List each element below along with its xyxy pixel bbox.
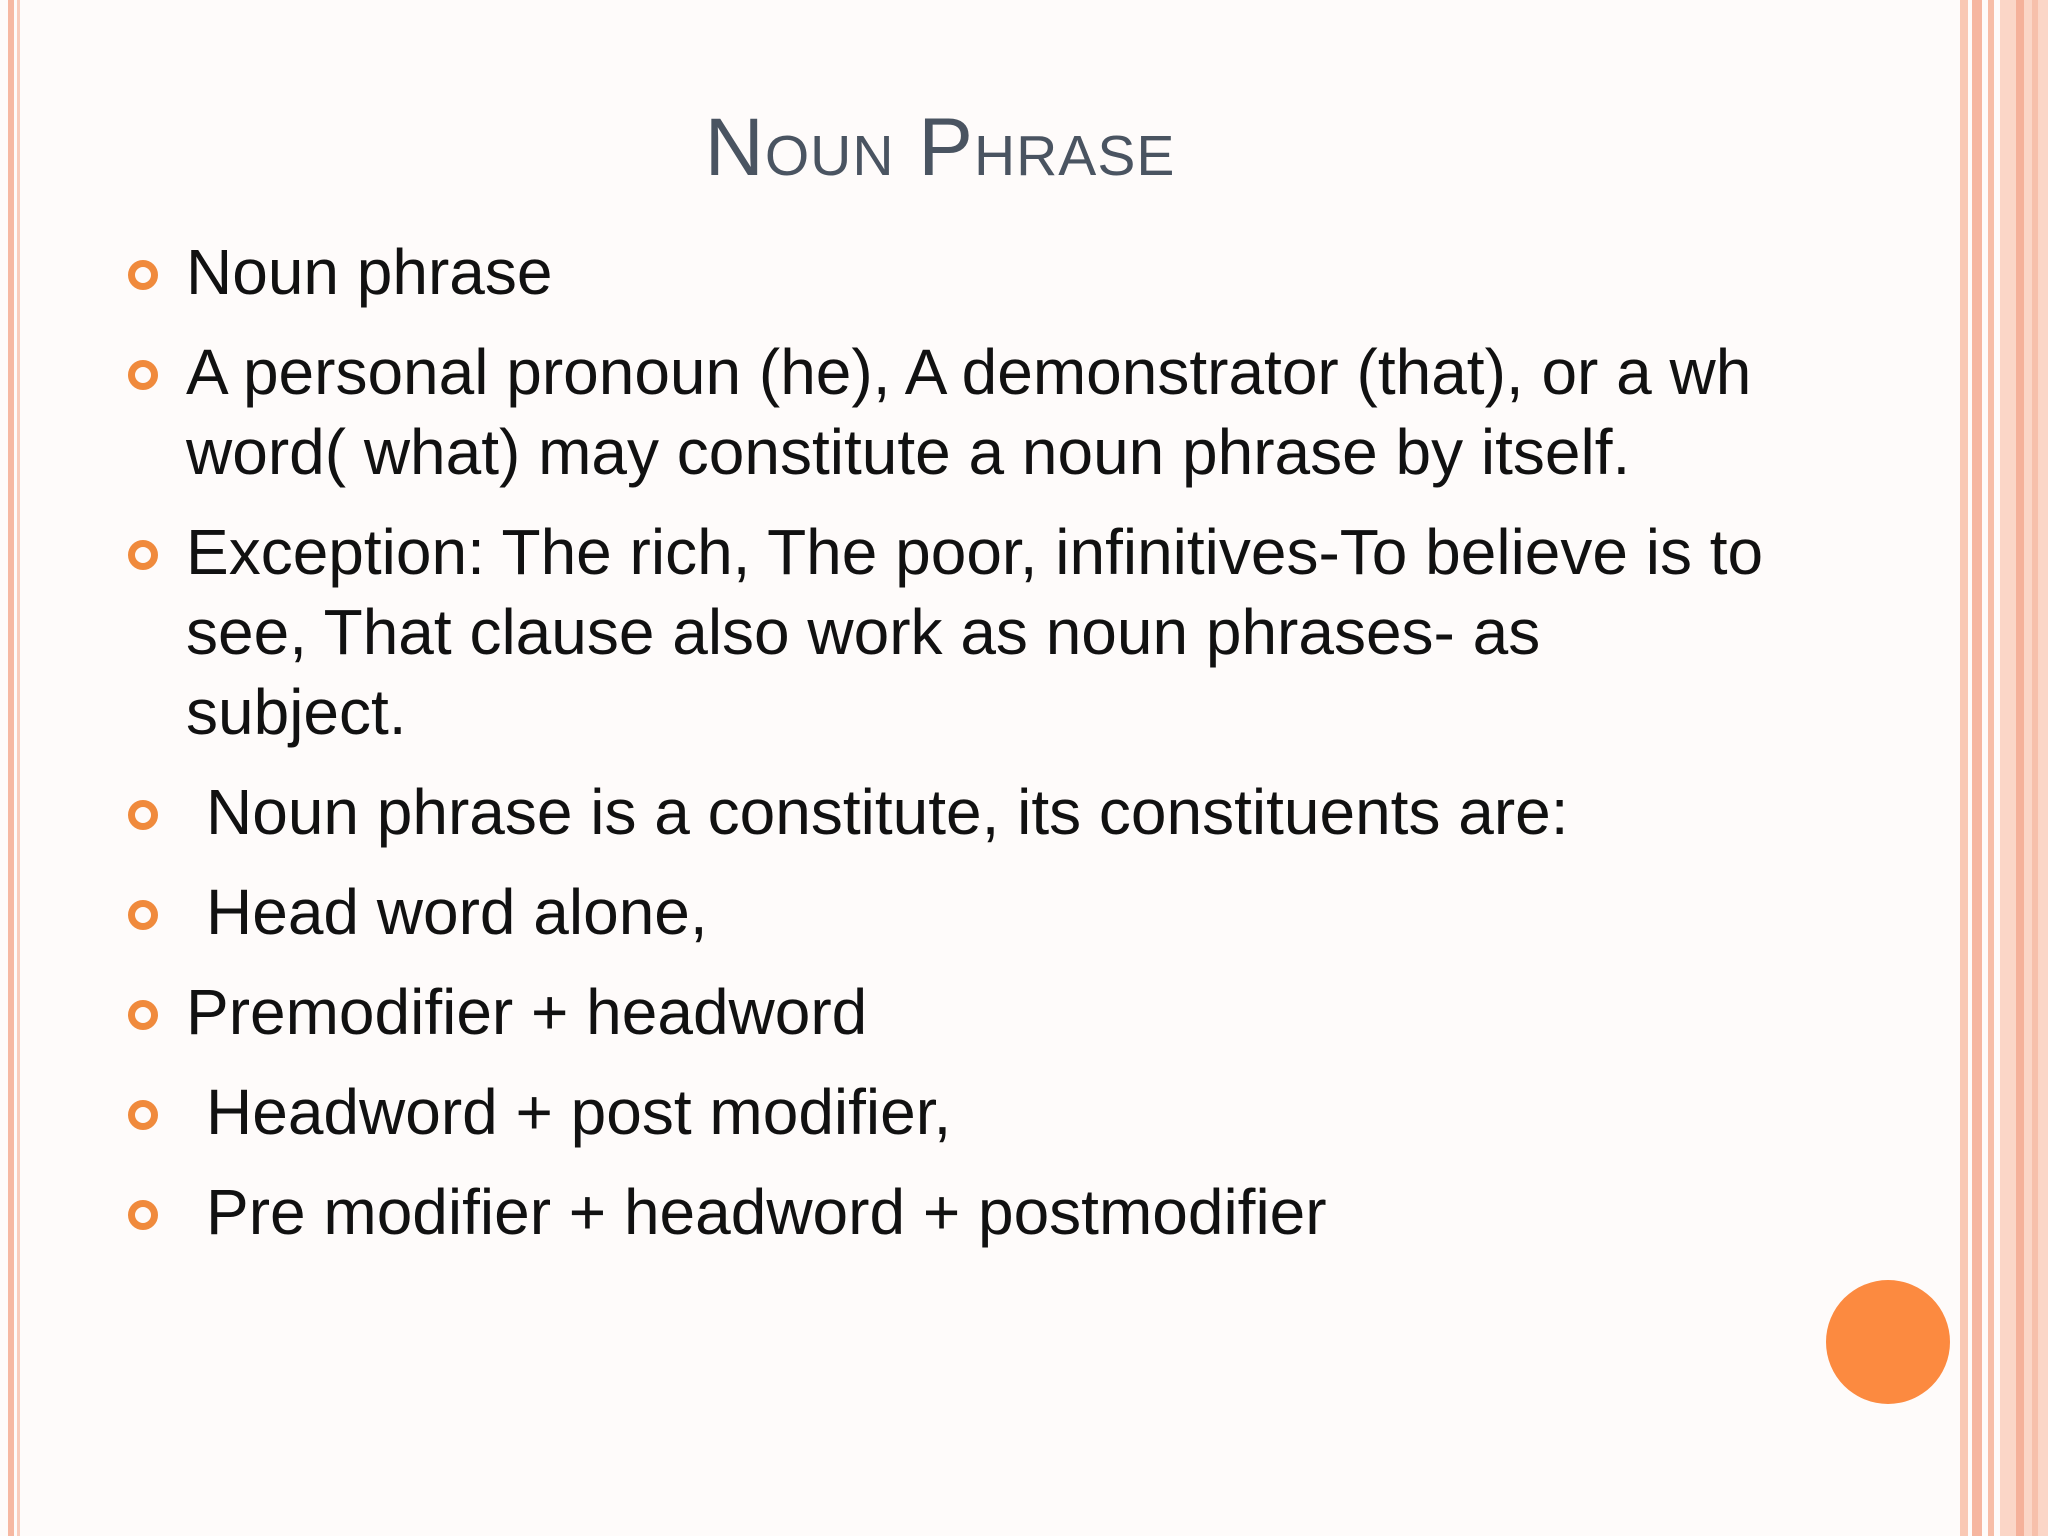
list-item [128, 1072, 1768, 1152]
list-item [128, 232, 1768, 312]
circle-bullet-icon [128, 800, 158, 830]
circle-bullet-icon [128, 1200, 158, 1230]
right-border-stripe [2032, 0, 2038, 1536]
list-item [128, 972, 1768, 1052]
left-border-stripe [17, 0, 20, 1536]
list-item-text: Noun phrase is a constitute, its constituents are: [206, 776, 1569, 848]
circle-bullet-icon [128, 360, 158, 390]
orange-circle-decoration [1826, 1280, 1950, 1404]
list-item-text: A personal pronoun (he), A demonstrator (that), or a wh word( what) may constitute a noun phrase by itself. [186, 336, 1752, 488]
right-border-stripe [1972, 0, 1982, 1536]
list-item-text: Head word alone, [206, 876, 708, 948]
circle-bullet-icon [128, 540, 158, 570]
list-item-text: Noun phrase [186, 236, 553, 308]
circle-bullet-icon [128, 1000, 158, 1030]
slide-title: Noun Phrase [704, 102, 1176, 193]
circle-bullet-icon [128, 900, 158, 930]
bullet-list [128, 232, 1768, 1272]
list-item-text: Pre modifier + headword + postmodifier [206, 1176, 1327, 1248]
list-item-text: Premodifier + headword [186, 976, 868, 1048]
list-item [128, 772, 1768, 852]
circle-bullet-icon [128, 260, 158, 290]
list-item [128, 332, 1768, 492]
right-border-stripe [1960, 0, 1968, 1536]
right-border-stripe [2000, 0, 2048, 1536]
right-border-stripe [1988, 0, 1994, 1536]
left-border-stripe [8, 0, 14, 1536]
list-item [128, 512, 1768, 752]
list-item-text: Headword + post modifier, [206, 1076, 952, 1148]
list-item [128, 1172, 1768, 1252]
list-item-text: Exception: The rich, The poor, infinitives-To believe is to see, That clause also work as noun phrases- as subject. [186, 516, 1764, 748]
circle-bullet-icon [128, 1100, 158, 1130]
list-item [128, 872, 1768, 952]
right-border-stripe [2016, 0, 2024, 1536]
